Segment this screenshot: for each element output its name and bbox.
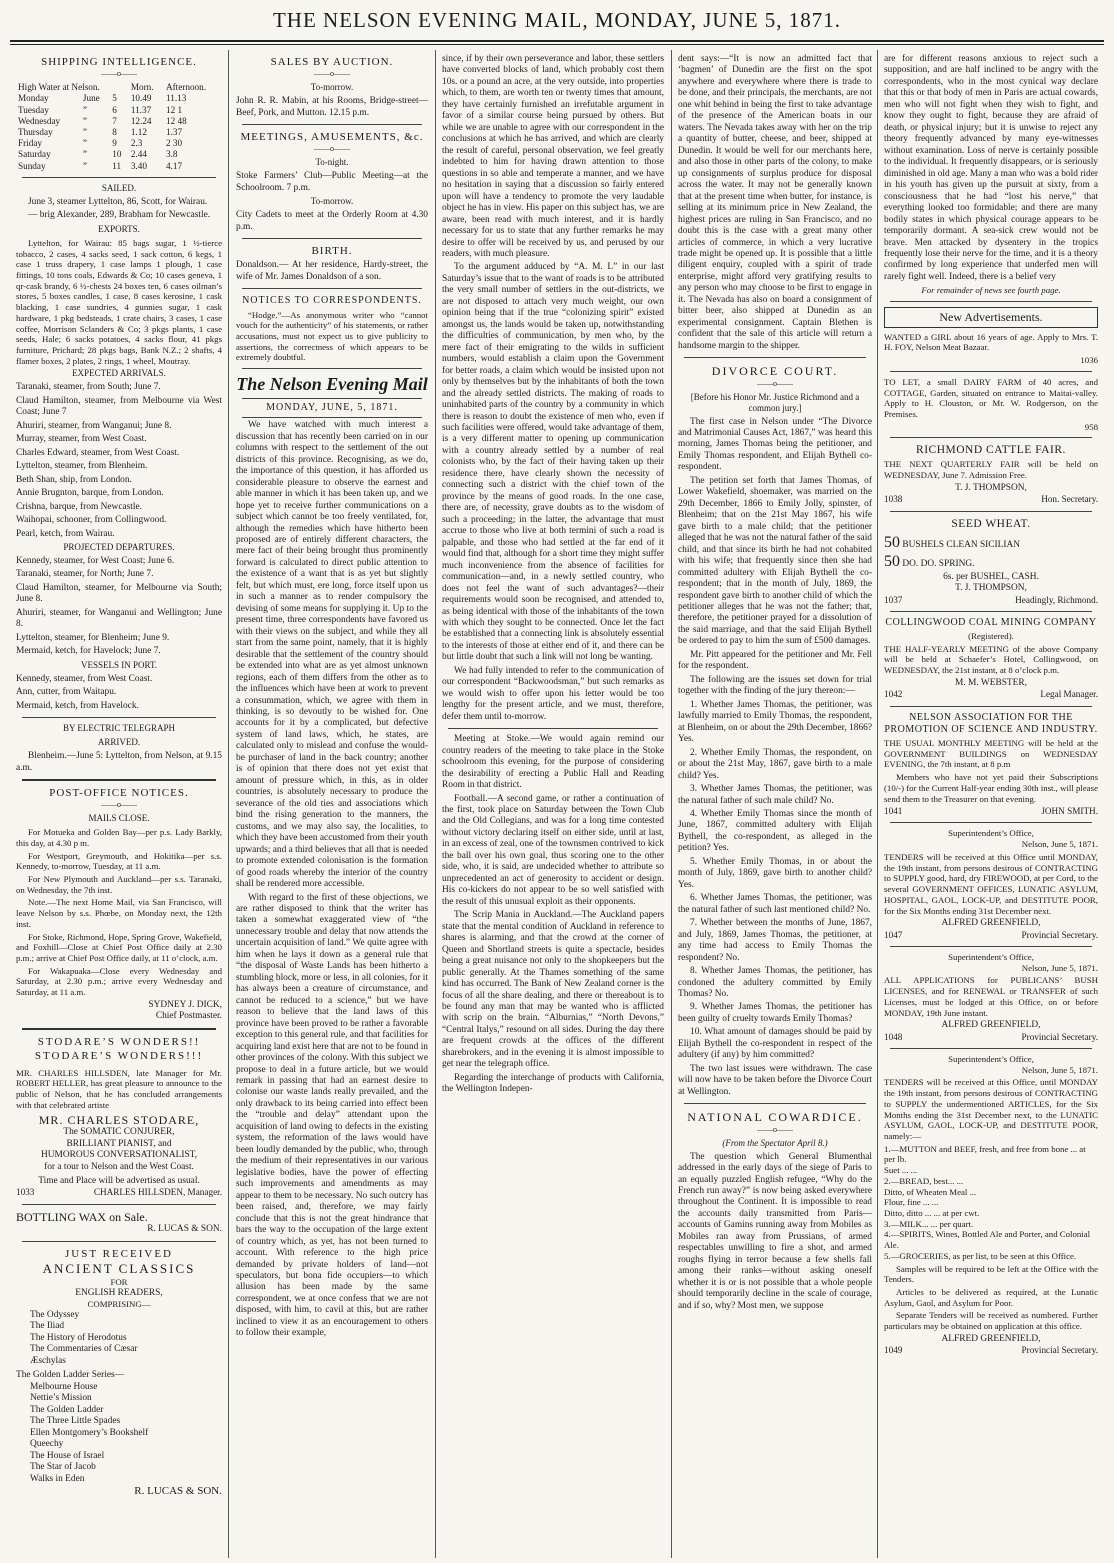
ad-text: Articles to be delivered as required, at the Lunatic Asylum, Gaol, and Asylum for Poor. [884,1287,1098,1308]
seed-line [884,533,1098,553]
office-date: Nelson, June 5, 1871. [1021,839,1098,850]
tide-morning: 10.49 [130,93,152,104]
rule [22,717,216,718]
departure-item: Taranaki, steamer, for North; June 7. [16,569,154,580]
divorce-issue: 9. Whether James Thomas, the petitioner has been guilty of cruelty towards Emily Thomas? [678,1002,872,1024]
ad-footer [884,595,1098,606]
subheading-vessels: VESSELS IN PORT. [80,659,158,670]
tender-item: 2.—BREAD, best... ... [884,1175,964,1186]
tide-date: 11 [112,160,122,171]
ornament-separator: ——o—— [314,144,350,154]
ad-text: THE NEXT QUARTERLY FAIR will be held on WEDNESDAY, June 7. Admission Free. [884,459,1098,481]
tender-item: 1.—MUTTON and BEEF, fresh, and free from bone ... at per lb. [884,1143,1086,1165]
tide-table [16,82,222,172]
paper-title: The Nelson Evening Mail [236,374,428,395]
birth-notice: Donaldson.— At her residence, Hardy-street, the wife of Mr. James Donaldson of a son. [236,260,428,282]
list-item: Queechy [30,1439,64,1450]
tide-month: ” [82,115,87,126]
ad-number: 1049 [884,1345,903,1356]
tide-date: 7 [112,115,117,126]
tide-month: ” [82,104,87,115]
news-item-california: Regarding the interchange of products with California, the Wellington Indepen- [442,1072,664,1095]
tide-day: Tuesday [18,104,49,115]
divorce-issue: 8. Whether James Thomas, the petitioner, has condoned the adultery committed by Emily Thomas? No. [678,966,872,999]
news-paragraph: dent says:—“It is now an admitted fact that ‘bagmen’ of Dunedin are the first on the spot anywhere and everywhere where there is trade to be done, and their principals, the merchants, are not one whit behind in being the first to take advantage of the presence of the American boats in our waters. The Nevada takes away with her on the trip a quantity of butter, cheese, and beer, shipped at Dunedin. It would be well for our merchants here, and also those in other parts of the colony, to make up consignments of surplus produce for disposal across the water. It may not be generally known that at the present time when butter, for instance, is selling at its minimum price in New Zealand, the highest prices are ruling in San Francisco, and no doubt this is the case with a great many other articles of commerce, in which a very lucrative trade might be opened up. It is possible that a little diligent enquiry, coupled with a spirit of trade enterprise, might afford very gratifying results to any person who may choose to be first to engage in it. The Nevada has also on board a consignment of bitter beer, also shipped at Dunedin as an experimental consignment. Captain Blethen is confident that the sale of this article will return a handsome margin to the shipper. [678,54,872,351]
rule [684,357,866,358]
tide-day: Thursday [18,127,53,138]
meeting-item: City Cadets to meet at the Orderly Room at 4.30 p.m. [236,210,428,232]
rule [890,822,1092,823]
tide-date: 8 [112,127,117,138]
received-sub2: ENGLISH READERS, [75,1287,163,1298]
ad-footer [884,1032,1098,1043]
ad-text: Samples will be required to be left at the Office with the Tenders. [884,1263,1098,1285]
list-item: The Odyssey [30,1309,80,1320]
office-line: Superintendent’s Office, [948,951,1034,962]
divorce-paragraph: The first case in Nelson under “The Divorce and Matrimonial Causes Act, 1867,” was heard this morning, James Thomas being the petitioner, and Emily Thomas respondent, and Elijah Bythell co-respondent. [678,416,872,473]
arrival-item: Pearl, ketch, from Wairau. [16,528,115,539]
section-heading-post: POST-OFFICE NOTICES. [49,786,189,799]
tide-header: High Water at Nelson. [18,82,100,93]
new-advertisements-banner: New Advertisements. [884,307,1098,328]
editorial-paragraph: We have watched with much interest a discussion that has recently been carried on in our columns with respect to the settlement of the out districts of this province. Recognising, as we do, the importance of this question, it has afforded us considerable pleasure to observe the earnest and able manner in which it has been taken up, and we hope yet to receive further communications on a subject which cannot be too freely ventilated, for, although the remedies which have hitherto been proposed are of entirely different characters, the mere fact of their being brought thus prominently forward is calculated to direct public attention to the existence of a want that is as yet but slightly felt, but which must, ere long, force itself upon us in such a manner as to render compulsory the devising of some means for supplying it. Up to the present time, three correspondents have favored us with their views on the subject, and while they all start from the same point, namely, that it is highly desirable that the settlement of the country should be extended into what are as yet almost unknown regions, each of them differs from the other as to the influences which have been at work to prevent a consummation, which, we agree with them in thinking, is so devoutly to be wished for. One accounts for it by a complicated, but defective system of land laws, which, he states, are calculated only to mislead and confuse the would-be purchaser of land in the back country; another is of opinion that there does not yet exist that amount of pressure which, in this, as in older countries, is absolutely necessary to produce the severance of the old ties and associations which bind the rising generation to the manners, the customs, and we may also say, the localities, to which they have been accustomed from their youth upwards; and a third believes that all that is needed to promote extended colonisation is the formation of good roads whereby the interior of the country shall be rendered more accessible. [236,420,428,890]
post-signer: SYDNEY J. DICK, [148,999,222,1010]
sailed-item: June 3, steamer Lyttelton, 86, Scott, for Wairau. [28,196,208,207]
coal-registered: (Registered). [968,631,1014,641]
editorial-paragraph: To the argument adduced by “A. M. L” in our last Saturday’s issue that to the want of roads is to be attributed the very small number of settlers in the out-districts, we are not disposed to attach very much weight, our own opinion being that if the true “colonizing spirit” existed amongst us, the lands would be taken up, notwithstanding the difficulties of communication, by men who, by the mere fact of their emigrating to the wilds in sufficient numbers, would establish a claim upon the Government for better roads, a claim which would be insisted upon not only by themselves but by the inhabitants of both the town and the already settled districts. The making of roads to uninhabited parts of the country by a community in which there is reason to doubt the existence of men who, even if such facilities were offered, would take advantage of them, is a very different matter to opening up communication with a country already settled by a number of real colonists who, by the fact of their having taken up their residence there, have clearly shown the necessity of connecting such a district with the chief town of the province by the means of good roads. In the one case, there are, of necessity, grave doubts as to the wisdom of such a proceeding; in the latter, the advantage that must accrue to those who live at both termini of such a road is palpable, and those who had settled at the far end of it would find that, although for a short time they might suffer much inconvenience from the absence of facilities for communication—and, in a newly settled country, who does not feel the want of such advantages?—their requirements would soon be recognised, and attended to, as being identical with those of the inhabitants of the town with which they sought to be connected. Once let the fact be established that a connecting link is absolutely essential to the interests of those at either end of it, and there can be but little doubt that such a link will not long be wanting. [442,262,664,663]
subheading-arrived: ARRIVED. [97,737,141,748]
seed-line [884,552,1098,572]
seed-description: DO. DO. SPRING. [902,559,975,570]
divorce-issue: 7. Whether between the months of June, 1867, and July, 1869, James Thomas, the petitioner, at any time had access to Emily Thomas the respondent? No. [678,918,872,963]
ad-heading-association: NELSON ASSOCIATION FOR THE PROMOTION OF SCIENCE AND INDUSTRY. [884,711,1098,735]
meeting-item: Stoke Farmers’ Club—Public Meeting—at the Schoolroom. 7 p.m. [236,171,428,193]
tide-row [16,127,222,138]
arrival-item: Taranaki, steamer, from South; June 7. [16,382,161,393]
rule [242,288,422,289]
ad-number: 1041 [884,806,903,817]
list-item: The Golden Ladder [30,1404,104,1415]
rule [22,1204,216,1205]
departure-item: Ahuriri, steamer, for Wanganui and Wellington; June 8. [16,607,222,630]
editorial-paragraph: since, if by their own perseverance and labor, these settlers have converted blocks of land, which probably cost them 10s. or a pound an acre, at the very outside, into properties which, to them, are worth ten or twenty times that amount, they have certainly furnished an irrefutable argument in favor of a similar course being pursued by others. But while we are unable to agree with our correspondent in the conclusions at which he has arrived, and which are clearly the result of careful, personal observation, we feel greatly indebted to him for having drawn attention to those questions in so able and temperate a manner, and we have no hesitation in saying that a discussion so fairly entered upon will have a tendency to promote the very laudable object he has in view. His paper on this subject has, we are aware, been read with much interest, and it is hardly necessary for us to state that any further remarks he may desire to offer will be received by us, and perused by our readers, with much pleasure. [442,54,664,259]
column-3 [438,50,668,1558]
correspondent-notice: “Hodge.”—As anonymous writer who “cannot vouch for the authenticity” of his statements, or rather accusations, must not expect us to give publicity to assertions, the correctness of which appears to be extremely doubtful. [236,309,428,363]
rule [242,238,422,239]
classics-list [30,1310,222,1367]
section-heading-auction: SALES BY AUCTION. [270,56,394,68]
stodare-title: STODARE’S WONDERS!!! [34,1050,204,1063]
office-date: Nelson, June 5, 1871. [1021,1064,1098,1075]
cowardice-source: (From the Spectator April 8.) [722,1137,828,1148]
rule [242,368,422,369]
tender-list [884,1144,1098,1262]
stodare-line: BRILLIANT PIANIST, and [66,1138,172,1149]
stodare-line: HUMOROUS CONVERSATIONALIST, [40,1150,198,1161]
ad-signature: JOHN SMITH. [1041,806,1098,817]
received-title: JUST RECEIVED [65,1247,173,1260]
section-heading-shipping: SHIPPING INTELLIGENCE. [41,56,197,68]
arrived-text: Blenheim.—June 5: Lyttelton, from Nelson, at 9.15 a.m. [16,751,222,773]
tide-morning: 2.44 [130,149,147,160]
news-item-scrip: The Scrip Mania in Auckland.—The Auckland papers state that the mental condition of Auckland in reference to shares is alarming, and that the crowd at the corner of Queen and Shortland streets is quite a spectacle, besides being a great nuisance not only to the shopkeepers but the public generally. At the Thames something of the same kind has occurred. The Bank of New Zealand corner is the focus of all the share dealing, and there or thereabout is to be found any man that may be wanted who is afflicted with scrip on the brain. “Alburnias,” “North Devons,” “Central Italys,” resound on all sides. During the day there are frequent crowds at the offices of the different sharebrokers, and in the evening it is almost impossible to get near the telegraph office. [442,910,664,1070]
list-item: The Three Little Spades [30,1416,121,1427]
ad-text: THE HALF-YEARLY MEETING of the above Company will be held at Schaefer’s Hotel, Collingwood, on WEDNESDAY, the 21st instant, at 8 o’clock p.m. [884,643,1098,676]
subheading-arrivals: EXPECTED ARRIVALS. [72,368,166,379]
ad-address: Headingly, Richmond. [1015,594,1098,605]
divorce-issue: 10. What amount of damages should be paid by Elijah Bythell the co-respondent in respect of the adultery (if any) by him committed? [678,1027,872,1061]
rule [684,1103,866,1104]
section-heading-meetings: MEETINGS, AMUSEMENTS, &c. [240,131,424,144]
ornament-separator: ——o—— [757,1124,793,1134]
continued-note: For remainder of news see fourth page. [921,285,1061,296]
office-line: Superintendent’s Office, [948,828,1034,839]
departure-item: Kennedy, steamer, for West Coast; June 6. [16,555,175,566]
post-item: For Westport, Greymouth, and Hokitika—per s.s. Kennedy, to-morrow, Tuesday, at 11 a.m. [16,850,222,872]
subheading-departures: PROJECTED DEPARTURES. [63,542,175,552]
rule [448,728,658,729]
vessel-item: Ann, cutter, from Waitapu. [16,687,117,698]
tide-morning: 1.12 [130,127,147,138]
tide-afternoon: 12 1 [165,104,183,115]
sailed-item: — brig Alexander, 289, Brabham for Newcastle. [28,210,211,221]
list-item: Æschylas [30,1355,66,1366]
ornament-separator: ——o—— [101,800,137,810]
stodare-line: The SOMATIC CONJURER, [63,1127,175,1138]
section-heading-birth: BIRTH. [311,245,353,258]
news-item-football: Football.—A second game, or rather a continuation of the first, took place on Saturday between the Town Club and the Old Collegians, and was for a long time contested without victory declaring itself on either side, until at last, in an excess of zeal, one of the townsmen contrived to kick the ball over his own goal, thus scoring one to the other side, who, it is said, are undecided whether to attribute so unprecedented an act of generosity to accident or design. His co-kickers do not appear to be so well satisfied with the result of this unusual exploit as their opponents. [442,793,664,907]
ad-number: 1047 [884,929,903,940]
office-date: Nelson, June 5, 1871. [1021,962,1098,973]
auction-item: John R. R. Mabin, at his Rooms, Bridge-street—Beef, Pork, and Mutton. 12.15 p.m. [236,96,428,118]
tide-month: ” [82,138,87,149]
arrivals-list [16,382,222,540]
departures-list [16,556,222,658]
post-item: For Stoke, Richmond, Hope, Spring Grove, Wakefield, and Foxhill—Close at Chief Post Office daily at 2.30 p.m.; arrive at Chief Post Office daily, at 11 o’clock, a.m. [16,931,222,963]
ad-number: 1036 [1080,355,1098,366]
vessel-item: Mermaid, ketch, from Havelock. [16,700,139,711]
tender-item: Ditto, ditto ... ... at per cwt. [884,1207,980,1218]
ad-signature-title: Legal Manager. [1040,689,1098,700]
dateline: MONDAY, JUNE, 5, 1871. [266,402,398,414]
divorce-issue: 6. Whether James Thomas, the petitioner, was the natural father of such last mentioned child? No. [678,893,872,915]
rule [242,124,422,125]
ad-heading-cattle: RICHMOND CATTLE FAIR. [916,444,1066,457]
tide-row [16,149,222,160]
list-item: The Star of Jacob [30,1462,96,1473]
ad-number: 1042 [884,689,903,700]
post-signer-title: Chief Postmaster. [155,1011,222,1022]
rule [890,511,1092,512]
tide-header-row [16,82,222,93]
masthead-rule-thin [10,44,1104,45]
divorce-paragraph: The two last issues were withdrawn. The case will now have to be taken before the Divorce Court at Wellington. [678,1063,872,1097]
tender-item: 4.—SPIRITS, Wines, Bottled Ale and Porter, and Colonial Ale. [884,1229,1091,1251]
tide-day: Sunday [18,160,46,171]
tide-afternoon: 1.37 [165,127,183,138]
tide-row [16,93,222,104]
tide-row [16,138,222,149]
tender-item: Ditto, of Wheaten Meal ... [884,1186,977,1197]
arrival-item: Murray, steamer, from West Coast. [16,434,147,445]
subheading-tomorrow: To-morrow. [310,196,354,207]
tide-morning: 12.24 [130,115,152,126]
list-item: The House of Israel [30,1450,105,1461]
cowardice-paragraph: are for different reasons anxious to reject such a supposition, and are half inclined to be angry with the correspondents, who in the most cynical way declare that this or that body of men in Paris are actual cowards, men who will not fight when they wish to fight, and know they ought to fight, because they are afraid of death, or physical injury; but it is unwise to reject any theory frequently advanced by many eye-witnesses without examination. Loss of nerve is certainly possible to the individual. It frequently disappears, or is seriously diminished in old age. Many a man who was a bold rider in his youth has given up the pursuit at sixty, from a consciousness that he had “lost his nerve,” that everything looked too formidable; and there are many bodily states in which physical courage appears to be temporarily dormant. A sea-sick crew would not be brave. Men attacked by dysentery in the tropics frequently lose their nerve for the time, and it is a theory confirmed by long experience that underfed men will rarely fight well. Indeed, there is a belief very [884,54,1098,282]
rule [242,417,422,418]
tide-afternoon: 3.8 [165,149,178,160]
stodare-line: Time and Place will be advertised as usual. [38,1176,200,1186]
tide-row [16,161,222,172]
rule [890,706,1092,707]
arrival-item: Charles Edward, steamer, from West Coast. [16,447,180,458]
section-heading-divorce: DIVORCE COURT. [711,364,839,379]
editorial-paragraph: With regard to the first of these objections, we are rather disposed to think that the writer has taken a somewhat exaggerated view of “the unnecessary trouble and delay that now attends the uncertain acquisition of land.” We quite agree with him when he lays it down as a general rule that “the disposal of Waste Lands has been hitherto a stumbling block, more or less, in all colonies, for it has always been a creature of circumstance, and cannot be reduced to a science,” but we have reason to believe that the land laws of this province have been proved to be rather a favorable exception to this general rule, and that facilities for acquiring land exist here that are not to be found in other provinces of the colony. With this subject we propose to deal in a future article, but we would remark in passing that had an earnest desire to colonise our waste lands really prevailed, and the only drawback to its being carried into effect been the “trouble and delay” attendant upon the acquisition of land owing to defects in the existing system, the reformation of the laws would have been loudly demanded by the public, who, through the medium of their representatives in our various legislative bodies, have the power of effecting such improvements and amendments as may appear to them to be necessary. No such outcry has been raised, and, therefore, we may fairly conclude that this is not the great hindrance that bars the way to the occupation of the large extent of country which, as yet, has not been turned to account. With reference to the high price demanded by private holders of land—not speculators, but bona fide occupiers—to which allusion has been made by the same correspondent, we at once confess that we are not disposed, with him, to cavil at this, but are rather inclined to view it as an encouragement to others to follow their example, [236,892,428,1339]
tender-item: Flour, fine ... ... [884,1197,939,1208]
divorce-issue: 4. Whether Emily Thomas since the month of June, 1867, committed adultery with Elijah Bythell, the co-respondent, as alleged in the petition? Yes. [678,808,872,854]
rule [242,398,422,399]
subheading-sailed: SAILED. [101,182,137,193]
section-heading-cowardice: NATIONAL COWARDICE. [687,1110,863,1125]
rule [22,1028,216,1030]
ad-signature: CHARLES HILLSDEN, Manager. [93,1187,222,1198]
ad-text: TENDERS will be received at this Office, until MONDAY the 19th instant, from persons desirous of CONTRACTING to SUPPLY the undermentioned ARTICLES, for the Six Months ending the 31st December next, to the LUNATIC ASYLUM, GAOL, LOCK-UP, and DESTITUTE POOR, namely:— [884,1077,1098,1141]
divorce-issue: 1. Whether James Thomas, the petitioner, was lawfully married to Emily Thomas, the respondent, at Blenheim, on or about the 29th December, 1866? Yes. [678,699,872,745]
tide-row [16,116,222,127]
tender-item: Suet ... ... [884,1165,918,1176]
masthead: THE NELSON EVENING MAIL, MONDAY, JUNE 5, 1871. [272,8,842,32]
rule [22,779,216,781]
post-item: For New Plymouth and Auckland—per s.s. Taranaki, on Wednesday, the 7th inst. [16,873,222,895]
seed-quantity: 50 [884,553,900,571]
ornament-separator: ——o—— [757,378,793,388]
seed-quantity: 50 [884,533,900,551]
received-subtitle: ANCIENT CLASSICS [42,1261,196,1277]
rule [890,611,1092,612]
rule [890,946,1092,947]
rule [890,301,1092,302]
column-5 [880,50,1102,1558]
list-item: The History of Herodotus [30,1332,127,1343]
tender-item: 3.—MILK... ... per quart. [884,1218,974,1229]
ad-signature: T. J. THOMPSON, [955,583,1027,594]
list-item: Ellen Montgomery’s Bookshelf [30,1427,149,1438]
ad-text: Separate Tenders will be received as numbered. Further particulars may be obtained on application at this office. [884,1310,1098,1332]
arrival-item: Ahuriri, steamer, from Wanganui; June 8. [16,420,172,431]
ad-signature: M. M. WEBSTER, [955,677,1027,688]
ad-signature: ALFRED GREENFIELD, [941,1020,1041,1031]
tide-date: 10 [112,149,122,160]
seed-description: BUSHELS CLEAN SICILIAN [902,539,1021,550]
arrival-item: Annie Brugnton, barque, from London. [16,488,164,499]
received-for: FOR [110,1277,128,1288]
ad-text: TO LET, a small DAIRY FARM of 40 acres, and COTTAGE, Garden, situated on entrance to Maitai-valley. Apply to H. Clouston, or Mr. W. Rodgerson, on the Premises. [884,376,1098,420]
tide-afternoon: 12 48 [165,115,187,126]
tide-morning: 2.3 [130,138,143,149]
list-item: The Commentaries of Cæsar [30,1344,138,1355]
ad-number: 1038 [884,494,903,505]
ad-footer [884,806,1098,817]
ad-number: 1037 [884,594,903,605]
ad-footer [884,1345,1098,1356]
tide-morning: 11.37 [130,104,152,115]
arrival-item: Lyttelton, steamer, from Blenheim. [16,461,148,472]
tide-month: ” [82,127,87,138]
received-comprising: COMPRISING— [87,1299,151,1310]
ad-heading-seed: SEED WHEAT. [951,517,1031,530]
tide-month: ” [82,149,87,160]
tide-header: Afternoon. [165,82,207,93]
section-heading-notices: NOTICES TO CORRESPONDENTS. [242,295,422,307]
subheading-mails: MAILS CLOSE. [88,813,150,824]
ornament-separator: ——o—— [101,69,137,79]
divorce-paragraph: Mr. Pitt appeared for the petitioner and Mr. Fell for the respondent. [678,649,872,672]
departure-item: Mermaid, ketch, for Havelock; June 7. [16,646,161,657]
ad-signature: R. LUCAS & SON. [147,1224,222,1235]
ad-signature-title: Provincial Secretary. [1021,1031,1098,1042]
ad-signature: T. J. THOMPSON, [955,482,1027,493]
column-1 [12,50,226,1558]
column-divider [435,50,436,1558]
ad-signature-title: Provincial Secretary. [1021,1345,1098,1356]
tide-afternoon: 2 30 [165,138,183,149]
tide-day: Saturday [18,149,51,160]
divorce-issue: 2. Whether Emily Thomas, the respondent, on or about the 21st May, 1867, gave birth to a male child? Yes. [678,747,872,781]
tide-afternoon: 4.17 [165,160,183,171]
post-item: For Wakapuaka—Close every Wednesday and Saturday, at 2.30 p.m.; arrive every Wednesday and Saturday, at 11 a.m. [16,965,222,998]
subheading-telegraph: BY ELECTRIC TELEGRAPH [63,723,175,734]
stodare-line: for a tour to Nelson and the West Coast. [44,1161,194,1172]
list-item: The Iliad [30,1321,65,1332]
masthead-rule [10,40,1104,42]
ad-signature: R. LUCAS & SON. [134,1484,222,1497]
tide-day: Friday [18,138,42,149]
subheading-exports: EXPORTS. [98,223,140,234]
ornament-separator: ——o—— [314,69,350,79]
wax-title: BOTTLING WAX on Sale. [16,1209,148,1224]
ad-text: ALL APPLICATIONS for PUBLICANS’ BUSH LICENSES, and for RENEWAL or TRANSFER of such Licenses, must be lodged at this Office, on or before MONDAY, 19th June instant. [884,975,1098,1018]
column-2 [232,50,432,1558]
list-item: Walks in Eden [30,1473,85,1484]
tide-header: Morn. [130,82,154,93]
vessel-item: Kennedy, steamer, from West Coast. [16,673,153,684]
rule [890,371,1092,372]
stodare-footer [16,1187,222,1198]
ad-number: 958 [1084,421,1098,432]
ad-footer [884,689,1098,700]
subheading-tomorrow: To-morrow. [310,82,354,93]
post-item: For Motueka and Golden Bay—per p.s. Lady Barkly, this day, at 4.30 p m. [16,827,222,848]
ad-signature: ALFRED GREENFIELD, [941,918,1041,929]
arrival-item: Crishna, barque, from Newcastle. [16,501,142,512]
ad-number: 1048 [884,1031,903,1042]
ad-signature-title: Provincial Secretary. [1021,929,1098,940]
tide-morning: 3.40 [130,160,147,171]
departure-item: Claud Hamilton, steamer, for Melbourne via South; June 8. [16,582,222,605]
tide-month: ” [82,160,87,171]
post-item: Note.—The next Home Mail, via San Francisco, will leave Nelson by s.s. Phœbe, on Monday next, the 12th inst. [16,897,222,929]
tide-date: 9 [112,138,117,149]
arrival-item: Claud Hamilton, steamer, from Melbourne via West Coast; June 7 [16,395,222,418]
rule [22,177,216,178]
tender-item: 5.—GROCERIES, as per list, to be seen at this Office. [884,1250,1077,1261]
list-item: Nettie’s Mission [30,1393,92,1404]
column-divider [877,50,878,1558]
tide-day: Monday [18,93,49,104]
column-divider [671,50,672,1558]
ad-footer [884,494,1098,505]
ad-heading-coal: COLLINGWOOD COAL MINING COMPANY [885,616,1097,628]
rule [22,1241,216,1242]
tide-date: 6 [112,104,117,115]
office-line: Superintendent’s Office, [948,1053,1034,1064]
tide-date: 5 [112,93,117,104]
divorce-subheading: [Before his Honor Mr. Justice Richmond and a common jury.] [690,391,860,413]
ad-text: WANTED a GIRL about 16 years of age. Apply to Mrs. T. H. FOY, Nelson Meat Bazaar. [884,331,1098,353]
ad-signature: ALFRED GREENFIELD, [941,1333,1041,1344]
ladder-title: The Golden Ladder Series— [16,1370,125,1381]
divorce-paragraph: The following are the issues set down for trial together with the finding of the jury thereon:— [678,674,872,697]
stodare-name: MR. CHARLES STODARE, [38,1112,200,1127]
column-4 [674,50,876,1558]
arrival-item: Waihopai, schooner, from Collingwood. [16,515,167,526]
rule [890,437,1092,438]
ad-text: TENDERS will be received at this Office until MONDAY, the 19th instant, from persons desirous of CONTRACTING to SUPPLY good, hard, dry FIREWOOD, at per Cord, to the several GOVERNMENT OFFICES, LUNATIC ASYLUM, HOSPITAL, GAOL, LOCK-UP, and DESTITUTE POOR, for the Six Months ending 31st December next. [884,851,1098,916]
divorce-paragraph: The petition set forth that James Thomas, of Lower Wakefield, shoemaker, was married on the 29th December, 1866 to Emily Jolly, spinster, of Blenheim; that on the 21st May 1867, his wife gave birth to a male child; that the petitioner alleged that he was not the natural father of the said child, and that since its birth he had not cohabited with his wife; that frequently since then she had committed adultery with Elijah Bythell the co-respondent; that in the month of July, 1869, the respondent gave birth to another child of which the petitioner alleges that he was not the father; that, therefore, the petitioner prayed for a dissolution of the said marriage, and that the said Elijah Bythell be ordered to pay to him the sum of £500 damages. [678,475,872,647]
ad-footer [884,930,1098,941]
seed-price: 6s. per BUSHEL, CASH. [943,571,1039,582]
tide-row [16,105,222,116]
tide-afternoon: 11.13 [165,93,187,104]
news-item-stoke: Meeting at Stoke.—We would again remind our country readers of the meeting to take place in the Stoke schoolroom this evening, for the purpose of considering the desirability of erecting a Public Hall and Reading Room in that district. [442,734,664,791]
rule [890,1048,1092,1049]
divorce-issue: 5. Whether Emily Thomas, in or about the month of July, 1869, gave birth to another child? Yes. [678,856,872,890]
ad-text: THE USUAL MONTHLY MEETING will be held at the GOVERNMENT BUILDINGS on WEDNESDAY EVENING, the 7th instant, at 8 p.m [884,737,1098,770]
arrival-item: Beth Shan, ship, from London. [16,474,132,485]
stodare-body: MR. CHARLES HILLSDEN, late Manager for Mr. ROBERT HELLER, has great pleasure to announce to the public of Nelson, that he has concluded arrangements with that celebrated artiste [16,1067,222,1110]
list-item: Melbourne House [30,1381,98,1392]
editorial-paragraph: We had fully intended to refer to the communication of our correspondent “Backwoodsman,” but such remarks as we would wish to offer upon his letter would be too lengthy for the present article, and we must, therefore, defer them until to-morrow. [442,665,664,722]
stodare-title: STODARE’S WONDERS!! [37,1035,201,1048]
tide-day: Wednesday [18,115,61,126]
divorce-issue: 3. Whether James Thomas, the petitioner, was the natural father of such male child? No. [678,784,872,806]
column-divider [228,50,229,1558]
departure-item: Lyttelton, steamer, for Blenheim; June 9. [16,632,170,643]
ad-number: 1033 [16,1187,35,1198]
subheading-tonight: To-night. [315,157,349,168]
ladder-list [30,1382,222,1485]
exports-text: Lyttelton, for Wairau: 85 bags sugar, 1 ½-tierce tobacco, 2 cases, 4 sacks seed, 1 sack cotton, 6 kegs, 1 case 1 truss drapery, 1 case lamps 1 plough, 1 case fittings, 10 tons coals, Edwards & Co; 10 cases geneva, 1 qr-cask brandy, 6 ½-chests 24 boxes ten, 6 cases oilman’s stores, 5 boxes candles, 1 case, 8 cases kerosine, 1 cask blacking, 1 case sundries, 4 gunnies sugar, 1 cask hardware, 1 pkg bedsteads, 1 crate chairs, 3 cases, 1 case coffee, Morrison Sclanders & Co; 3 pkgs plants, 1 case seeds, Hale; 6 sacks potatoes, 4 sacks flour, 41 pkgs furniture, Prichard; 28 pkgs bags, Bank N.Z.; 2 shafts, 4 flamer boxes, 2 plates, 2 rings, 1 wheel, Moutray. [16,237,222,366]
ad-signature-title: Hon. Secretary. [1041,494,1098,505]
tide-month: June [82,93,100,104]
ad-text: Members who have not yet paid their Subscriptions (10/-) for the Current Half-year ending 30th inst., will please send them to the Treasurer on that evening. [884,772,1098,804]
cowardice-paragraph: The question which General Blumenthal addressed in the early days of the siege of Paris to an equally puzzled English refugee, “Why do the French run away?” is now being asked everywhere throughout the Continent. It is impossible to read the accounts daily transmitted from Paris—accounts of Gamins running away from Mobiles as Mobiles ran away from Prussians, of armed respectables unwilling to fire a shot, and armed roughs flying in terror because a few shells fall among their ranks—without asking oneself whether it is or is not possible that a whole people should temporarily decline in the scale of courage, and if so, why? Most men, we suppose [678,1151,872,1311]
